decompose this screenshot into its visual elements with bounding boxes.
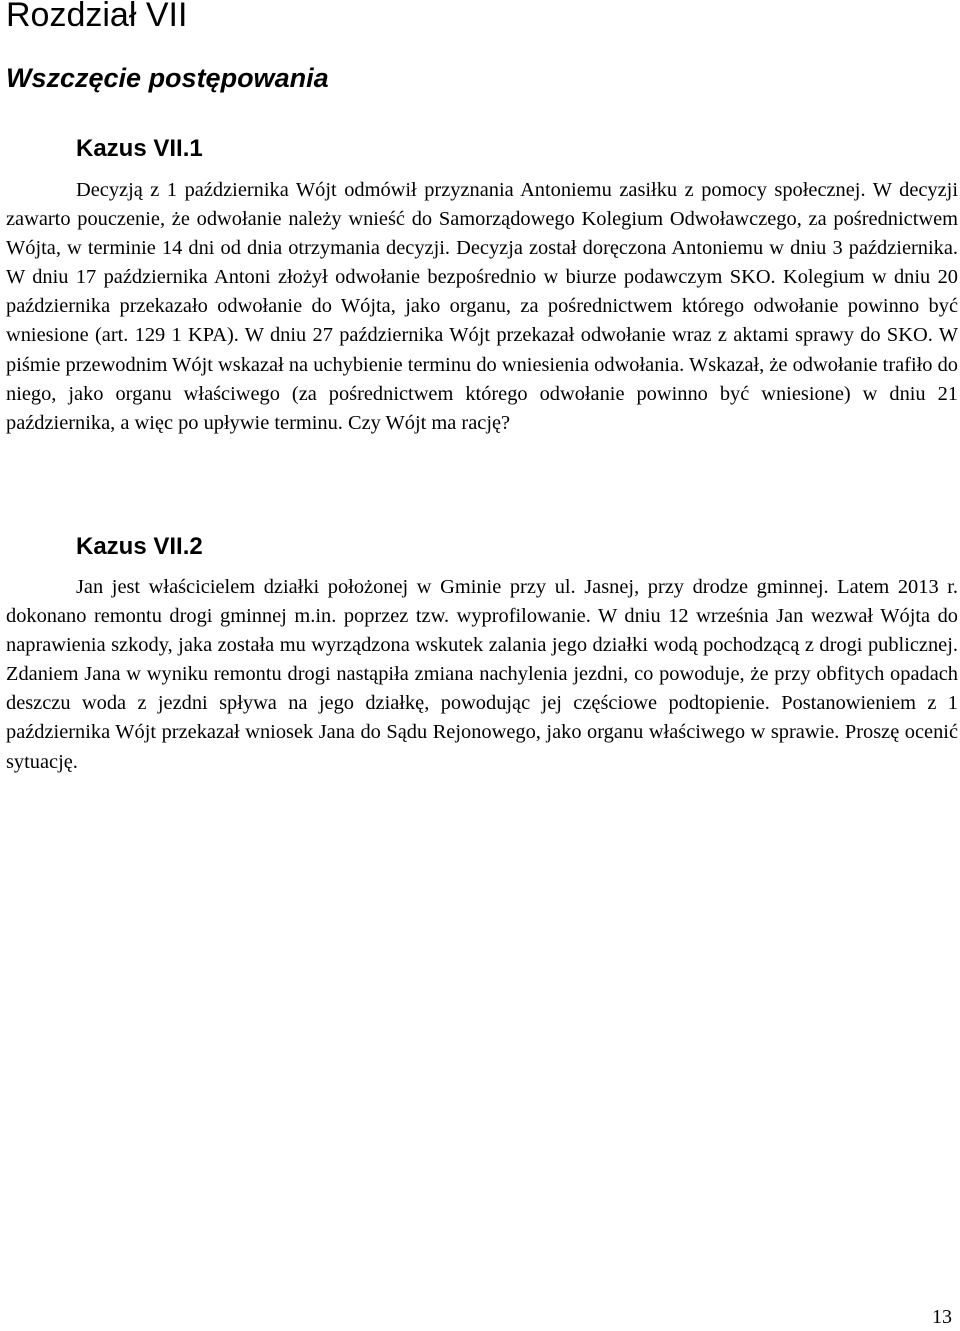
case-text-2: Jan jest właścicielem działki położonej w Gminie przy ul. Jasnej, przy drodze gminnej. Latem 2013 r. dokonano remontu drogi gminnej m.in. poprzez tzw. wyprofilowanie. W dniu 12 września Jan wezwał Wójta do naprawienia szkody, jaka została mu wyrządzona wskutek zalania jego działki wodą pochodzącą z drogi publicznej. Zdaniem Jana w wyniku remontu drogi nastąpiła zmiana nachylenia jezdni, co powoduje, że przy obfitych opadach deszczu woda z jezdni spływa na jego działkę, powodując jej częściowe podtopienie. Postanowieniem z 1 października Wójt przekazał wniosek Jana do Sądu Rejonowego, jako organu właściwego w sprawie. Proszę ocenić sytuację. — [6, 576, 958, 773]
chapter-title: Rozdział VII — [6, 0, 188, 34]
case-text-1: Decyzją z 1 października Wójt odmówił przyznania Antoniemu zasiłku z pomocy społecznej. W decyzji zawarto pouczenie, że odwołanie należy wnieść do Samorządowego Kolegium Odwoławczego, za pośrednictwem Wójta, w terminie 14 dni od dnia otrzymania decyzji. Decyzja został doręczona Antoniemu w dniu 3 października. W dniu 17 października Antoni złożył odwołanie bezpośrednio w biurze podawczym SKO. Kolegium w dniu 20 października przekazało odwołanie do Wójta, jako organu, za pośrednictwem którego odwołanie powinno być wniesione (art. 129 1 KPA). W dniu 27 października Wójt przekazał odwołanie wraz z aktami sprawy do SKO. W piśmie przewodnim Wójt wskazał na uchybienie terminu do wniesienia odwołania. Wskazał, że odwołanie trafiło do niego, jako organu właściwego (za pośrednictwem którego odwołanie powinno być wniesione) w dniu 21 października, a więc po upływie terminu. Czy Wójt ma rację? — [6, 179, 958, 434]
case-heading-2: Kazus VII.2 — [76, 533, 203, 560]
page-number: 13 — [932, 1306, 952, 1328]
case-heading-1: Kazus VII.1 — [76, 135, 203, 162]
chapter-subtitle: Wszczęcie postępowania — [6, 63, 329, 93]
